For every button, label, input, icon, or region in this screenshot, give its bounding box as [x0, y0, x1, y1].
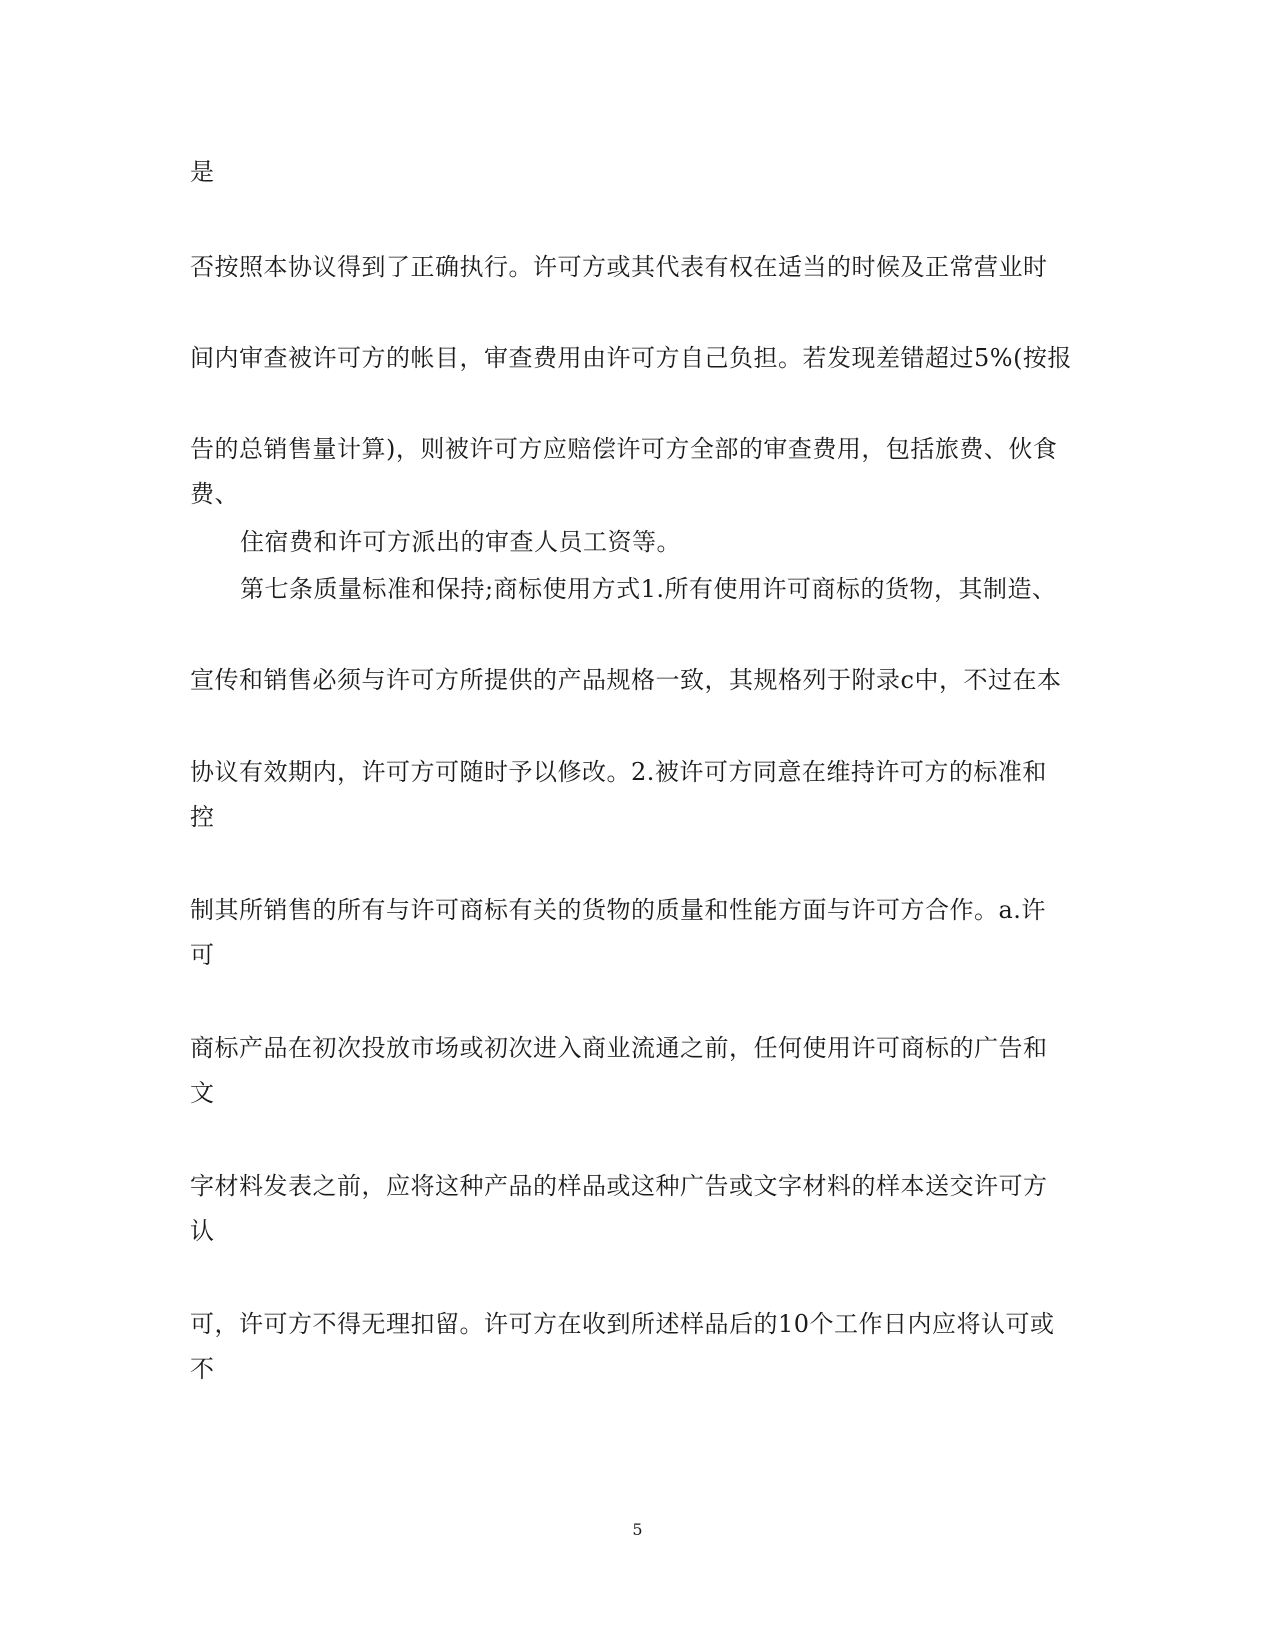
text-line: 住宿费和许可方派出的审查人员工资等。 [240, 528, 681, 556]
text-line: 可，许可方不得无理扣留。许可方在收到所述样品后的10个工作日内应将认可或 [190, 1310, 1055, 1338]
text-line: 可 [190, 941, 215, 969]
text-line: 不 [190, 1355, 215, 1383]
text-line: 制其所销售的所有与许可商标有关的货物的质量和性能方面与许可方合作。a.许 [190, 896, 1046, 924]
text-line: 商标产品在初次投放市场或初次进入商业流通之前，任何使用许可商标的广告和 [190, 1034, 1048, 1062]
text-line: 告的总销售量计算)，则被许可方应赔偿许可方全部的审查费用，包括旅费、伙食 [190, 435, 1058, 463]
text-line: 文 [190, 1079, 215, 1107]
text-line: 否按照本协议得到了正确执行。许可方或其代表有权在适当的时候及正常营业时 [190, 253, 1048, 281]
text-line: 费、 [190, 480, 239, 508]
text-line: 间内审查被许可方的帐目，审查费用由许可方自己负担。若发现差错超过5%(按报 [190, 344, 1072, 372]
text-line: 第七条质量标准和保持;商标使用方式1.所有使用许可商标的货物，其制造、 [240, 575, 1057, 603]
text-line: 认 [190, 1217, 215, 1245]
text-line: 协议有效期内，许可方可随时予以修改。2.被许可方同意在维持许可方的标准和 [190, 758, 1047, 786]
text-line: 控 [190, 803, 215, 831]
page-number: 5 [632, 1520, 643, 1539]
text-line: 是 [190, 158, 215, 186]
text-line: 宣传和销售必须与许可方所提供的产品规格一致，其规格列于附录c中，不过在本 [190, 666, 1062, 694]
text-line: 字材料发表之前，应将这种产品的样品或这种广告或文字材料的样本送交许可方 [190, 1172, 1048, 1200]
